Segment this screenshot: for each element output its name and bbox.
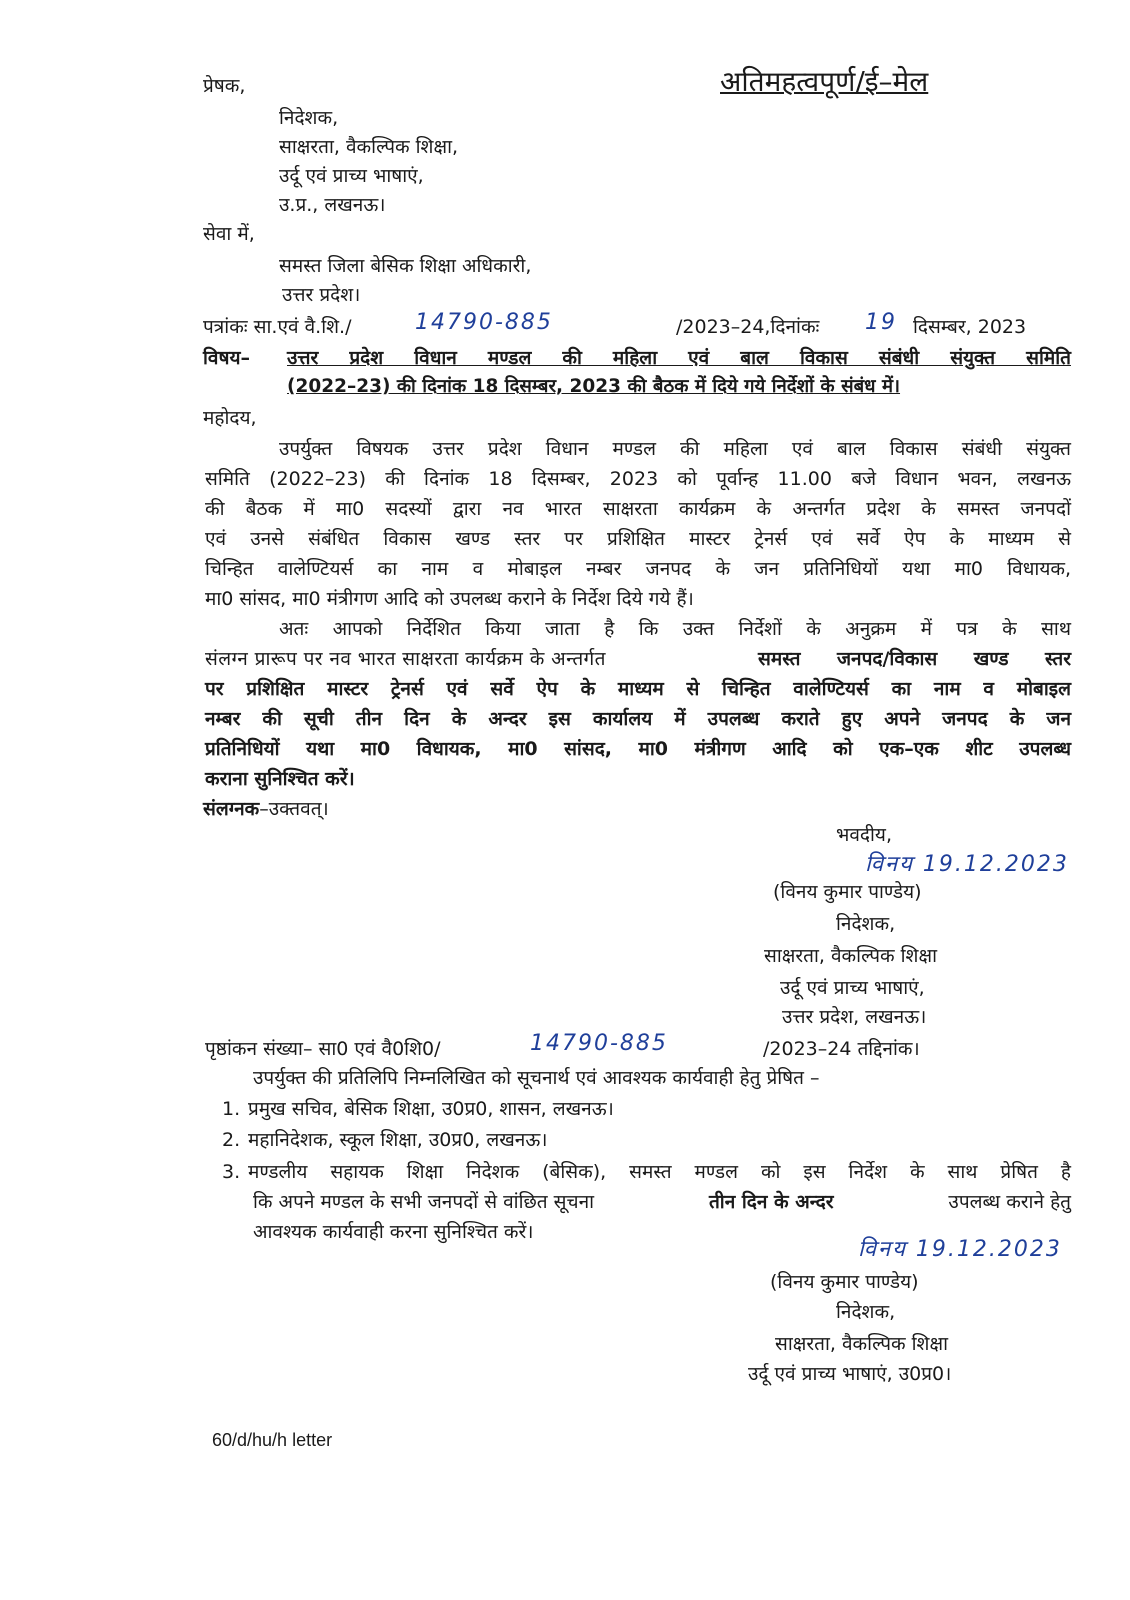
- sign1-handwritten: विनय 19.12.2023: [865, 852, 1069, 877]
- sign2-handwritten: विनय 19.12.2023: [858, 1237, 1062, 1262]
- copy-item-3-num: 3.: [222, 1161, 241, 1183]
- subject-line-2: (2022–23) की दिनांक 18 दिसम्बर, 2023 की बैठक में दिये गये निर्देशों के संबंध में।: [287, 376, 901, 397]
- copy-item-3-line-2-bold: तीन दिन के अन्दर: [708, 1191, 834, 1213]
- enclosure-label: संलग्नक: [203, 798, 260, 820]
- sender-line-4: उ.प्र., लखनऊ।: [279, 194, 386, 216]
- sender-label: प्रेषक,: [203, 75, 246, 97]
- copy-item-3-line-2: [253, 1190, 1071, 1214]
- sign2-designation-3: उर्दू एवं प्राच्य भाषाएं, उ0प्र0।: [748, 1363, 952, 1385]
- para2-bold-line-3: प्रतिनिधियों यथा मा0 विधायक, मा0 सांसद, मा0 मंत्रीगण आदि को एक–एक शीट उपलब्ध: [205, 738, 1071, 760]
- endorsement-suffix: /2023–24 तद्दिनांक।: [763, 1038, 920, 1060]
- para2-bold-line-4: कराना सुनिश्चित करें।: [205, 768, 355, 790]
- copy-item-3-line-3: आवश्यक कार्यवाही करना सुनिश्चित करें।: [253, 1221, 534, 1243]
- enclosure: [203, 797, 329, 821]
- endorsement-number-handwritten: 14790-885: [530, 1031, 668, 1056]
- sign1-name: (विनय कुमार पाण्डेय): [773, 881, 922, 903]
- para1-line-6: मा0 सांसद, मा0 मंत्रीगण आदि को उपलब्ध कराने के निर्देश दिये गये हैं।: [205, 588, 694, 610]
- subject-label: विषय–: [203, 347, 250, 369]
- subject-line-1: उत्तर प्रदेश विधान मण्डल की महिला एवं बाल विकास संबंधी संयुक्त समिति: [287, 347, 1071, 369]
- enclosure-text: –उक्तवत्।: [259, 798, 329, 820]
- reference-number-handwritten: 14790-885: [415, 310, 553, 335]
- sign2-designation-1: निदेशक,: [836, 1301, 896, 1323]
- sender-line-3: उर्दू एवं प्राच्य भाषाएं,: [279, 165, 424, 187]
- para1-line-4: एवं उनसे संबंधित विकास खण्ड स्तर पर प्रशिक्षित मास्टर ट्रेनर्स एवं सर्वे ऐप के माध्यम से: [205, 528, 1071, 550]
- reference-day-handwritten: 19: [865, 310, 897, 335]
- recipient-line-2: उत्तर प्रदेश।: [282, 284, 361, 306]
- copy-item-3-line-2-a: कि अपने मण्डल के सभी जनपदों से वांछित सूचना: [253, 1191, 595, 1213]
- recipient-label: सेवा में,: [203, 223, 255, 245]
- reference-month-year: दिसम्बर, 2023: [913, 316, 1027, 338]
- reference-prefix: पत्रांकः सा.एवं वै.शि./: [203, 316, 352, 338]
- sender-line-1: निदेशक,: [279, 107, 339, 129]
- footer-code: 60/d/hu/h letter: [212, 1430, 333, 1450]
- sign1-designation-4: उत्तर प्रदेश, लखनऊ।: [782, 1006, 927, 1028]
- copy-item-1-num: 1.: [222, 1098, 241, 1120]
- para2-bold-line-2: नम्बर की सूची तीन दिन के अन्दर इस कार्यालय में उपलब्ध कराते हुए अपने जनपद के जन: [205, 708, 1071, 730]
- endorsement-intro: उपर्युक्त की प्रतिलिपि निम्नलिखित को सूचनार्थ एवं आवश्यक कार्यवाही हेतु प्रेषित –: [253, 1067, 820, 1089]
- para1-line-1: उपर्युक्त विषयक उत्तर प्रदेश विधान मण्डल की महिला एवं बाल विकास संबंधी संयुक्त: [279, 438, 1071, 460]
- sender-line-2: साक्षरता, वैकल्पिक शिक्षा,: [279, 136, 459, 158]
- para1-line-2: समिति (2022–23) की दिनांक 18 दिसम्बर, 2023 को पूर्वान्ह 11.00 बजे विधान भवन, लखनऊ: [205, 468, 1071, 490]
- recipient-line-1: समस्त जिला बेसिक शिक्षा अधिकारी,: [279, 255, 532, 277]
- para2-line-2-bold: समस्त जनपद/विकास खण्ड स्तर: [758, 648, 1071, 670]
- para2-bold-line-1: पर प्रशिक्षित मास्टर ट्रेनर्स एवं सर्वे ऐप के माध्यम से चिन्हित वालेण्टियर्स का नाम व मोबाइल: [205, 678, 1071, 700]
- copy-item-1-text: प्रमुख सचिव, बेसिक शिक्षा, उ0प्र0, शासन, लखनऊ।: [248, 1098, 614, 1120]
- sign1-designation-2: साक्षरता, वैकल्पिक शिक्षा: [764, 945, 938, 967]
- sign1-closing: भवदीय,: [836, 824, 892, 846]
- reference-year: /2023–24,दिनांकः: [676, 316, 820, 338]
- copy-item-3-line-2-b: उपलब्ध कराने हेतु: [948, 1191, 1071, 1213]
- sign1-designation-1: निदेशक,: [836, 913, 896, 935]
- para2-line-1: अतः आपको निर्देशित किया जाता है कि उक्त निर्देशों के अनुक्रम में पत्र के साथ: [279, 618, 1071, 640]
- copy-item-3-text: मण्डलीय सहायक शिक्षा निदेशक (बेसिक), समस्त मण्डल को इस निर्देश के साथ प्रेषित है: [248, 1161, 1071, 1183]
- copy-item-2-text: महानिदेशक, स्कूल शिक्षा, उ0प्र0, लखनऊ।: [248, 1129, 548, 1151]
- salutation: महोदय,: [203, 407, 257, 429]
- sign1-designation-3: उर्दू एवं प्राच्य भाषाएं,: [780, 977, 925, 999]
- para1-line-5: चिन्हित वालेण्टियर्स का नाम व मोबाइल नम्बर जनपद के जन प्रतिनिधियों यथा मा0 विधायक,: [205, 558, 1071, 580]
- copy-item-2-num: 2.: [222, 1129, 241, 1151]
- sign2-designation-2: साक्षरता, वैकल्पिक शिक्षा: [775, 1333, 949, 1355]
- priority-header: अतिमहत्वपूर्ण/ई–मेल: [720, 65, 929, 98]
- para2-line-2-normal: संलग्न प्रारूप पर नव भारत साक्षरता कार्यक्रम के अन्तर्गत: [205, 648, 606, 670]
- endorsement-prefix: पृष्ठांकन संख्या– सा0 एवं वै0शि0/: [205, 1038, 441, 1060]
- para1-line-3: की बैठक में मा0 सदस्यों द्वारा नव भारत साक्षरता कार्यक्रम के अन्तर्गत प्रदेश के समस्त जनपदों: [205, 498, 1071, 520]
- sign2-name: (विनय कुमार पाण्डेय): [770, 1271, 919, 1293]
